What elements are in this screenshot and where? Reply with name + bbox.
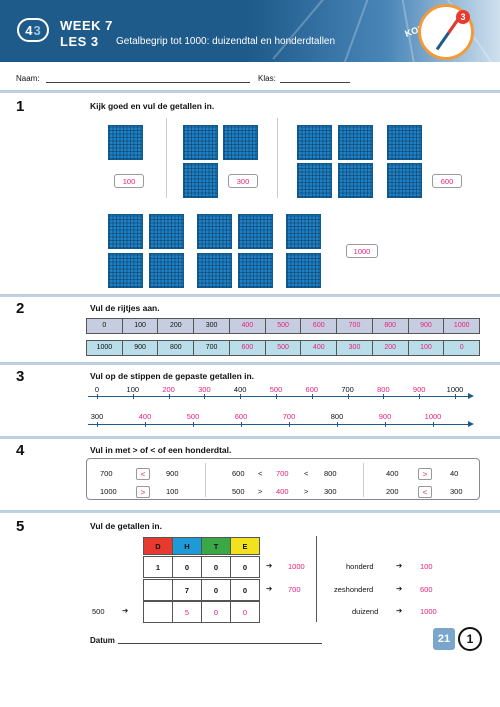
place-value-cell: 5 <box>172 601 202 623</box>
exercise-number: 2 <box>16 300 25 317</box>
number-line-label: 500 <box>186 412 200 421</box>
number-line-label: 400 <box>233 385 247 394</box>
word-answer: 100 <box>420 562 433 571</box>
answer-box: 600 <box>432 174 462 188</box>
date-label: Datum <box>90 636 115 645</box>
compare-value: 300 <box>324 487 337 496</box>
number-word: zeshonderd <box>334 585 374 594</box>
hundred-block <box>183 163 218 198</box>
hundred-block <box>387 125 422 160</box>
logo-badge: 3 <box>456 10 470 24</box>
page-header <box>0 0 500 62</box>
sequence-cell: 700 <box>337 319 373 333</box>
hundred-block <box>286 253 321 288</box>
hundred-block <box>108 253 143 288</box>
number-line-tick <box>455 394 456 399</box>
place-value-cell: 0 <box>230 579 260 601</box>
hundred-block <box>286 214 321 249</box>
place-value-cell: 0 <box>230 601 260 623</box>
number-line-label: 1000 <box>424 412 442 421</box>
sequence-cell: 0 <box>444 341 479 355</box>
sequence-cell: 200 <box>158 319 194 333</box>
section-divider <box>0 294 500 297</box>
lesson-topic: Getalbegrip tot 1000: duizendtal en honderdtallen <box>116 36 336 47</box>
exercise-number: 1 <box>16 98 25 115</box>
arrow-right-icon: ➔ <box>122 606 129 615</box>
compare-answer: 700 <box>276 469 289 478</box>
sequence-cell: 800 <box>373 319 409 333</box>
compare-sign: < <box>258 469 263 478</box>
result-number: 700 <box>288 585 301 594</box>
hundred-block <box>149 214 184 249</box>
week-badge <box>17 18 49 42</box>
number-line-label: 600 <box>234 412 248 421</box>
sequence-row-down <box>86 340 480 356</box>
number-line-label: 800 <box>330 412 344 421</box>
compare-sign: > <box>258 487 263 496</box>
sequence-row-up <box>86 318 480 334</box>
place-value-cell: 0 <box>201 556 231 578</box>
date-field[interactable] <box>118 643 322 644</box>
place-value-header: E <box>230 537 260 555</box>
hundred-block <box>197 214 232 249</box>
hundred-block <box>108 125 143 160</box>
week-badge-number: 4 <box>25 22 33 38</box>
compare-sign: > <box>304 487 309 496</box>
sequence-cell: 1000 <box>444 319 479 333</box>
section-divider <box>0 90 500 93</box>
number-line-tick <box>240 394 241 399</box>
number-line-label: 600 <box>305 385 319 394</box>
arrow-right-icon: ➔ <box>266 584 273 593</box>
result-number: 1000 <box>288 562 305 571</box>
hundred-block <box>297 125 332 160</box>
name-label: Naam: <box>16 74 40 83</box>
sequence-cell: 100 <box>409 341 445 355</box>
sequence-cell: 900 <box>123 341 159 355</box>
exercise-number: 3 <box>16 368 25 385</box>
number-word: duizend <box>352 607 379 616</box>
answer-box: 300 <box>228 174 258 188</box>
arrow-right-icon: ➔ <box>396 561 403 570</box>
compare-value: 40 <box>450 469 459 478</box>
sequence-cell: 500 <box>266 319 302 333</box>
hundred-block <box>149 253 184 288</box>
number-line-label: 900 <box>412 385 426 394</box>
number-line-label: 0 <box>94 385 100 394</box>
exercise-instruction: Vul de rijtjes aan. <box>90 303 160 313</box>
number-line-label: 100 <box>126 385 140 394</box>
number-line-label: 800 <box>377 385 390 394</box>
compare-value: 700 <box>100 469 113 478</box>
compare-value: 500 <box>232 487 245 496</box>
place-value-header: T <box>201 537 231 555</box>
number-line-label: 200 <box>162 385 175 394</box>
hundred-block <box>338 125 373 160</box>
sequence-cell: 700 <box>194 341 230 355</box>
week-label: WEEK 7 <box>60 18 113 33</box>
place-value-cell: 0 <box>201 579 231 601</box>
sequence-cell: 1000 <box>87 341 123 355</box>
number-line-label: 900 <box>378 412 392 421</box>
number-line-tick <box>97 422 98 427</box>
place-value-header: D <box>143 537 173 555</box>
number-line-label: 1000 <box>446 385 464 394</box>
number-word: honderd <box>346 562 374 571</box>
number-line-tick <box>385 422 386 427</box>
compare-sign: < <box>304 469 309 478</box>
compare-value: 800 <box>324 469 337 478</box>
hundred-block <box>387 163 422 198</box>
class-label: Klas: <box>258 74 276 83</box>
number-line-tick <box>204 394 205 399</box>
number-line-label: 500 <box>269 385 283 394</box>
section-divider <box>0 436 500 439</box>
hundred-block <box>197 253 232 288</box>
word-answer: 1000 <box>420 607 437 616</box>
place-value-cell: 1 <box>143 556 173 578</box>
word-answer: 600 <box>420 585 433 594</box>
column-separator <box>363 463 364 497</box>
number-line-label: 300 <box>198 385 211 394</box>
hundred-block <box>223 125 258 160</box>
sequence-cell: 400 <box>230 319 266 333</box>
place-value-cell: 0 <box>172 556 202 578</box>
hundred-block <box>338 163 373 198</box>
exercise-number: 4 <box>16 442 25 459</box>
compare-value: 600 <box>232 469 245 478</box>
column-separator <box>277 118 278 198</box>
place-value-cell <box>143 579 173 601</box>
number-line-label: 300 <box>90 412 104 421</box>
section-divider <box>0 510 500 513</box>
number-line-tick <box>312 394 313 399</box>
number-line-axis <box>88 396 468 397</box>
compare-value: 900 <box>166 469 179 478</box>
hundred-block <box>238 253 273 288</box>
exercise-number: 5 <box>16 518 25 535</box>
sequence-cell: 400 <box>301 341 337 355</box>
number-line-label: 400 <box>138 412 152 421</box>
number-line-tick <box>433 422 434 427</box>
number-line-tick <box>193 422 194 427</box>
number-line-tick <box>241 422 242 427</box>
arrow-right-icon: ➔ <box>396 584 403 593</box>
compare-value: 200 <box>386 487 399 496</box>
number-line-tick <box>276 394 277 399</box>
sequence-cell: 600 <box>230 341 266 355</box>
exercise-instruction: Vul de getallen in. <box>90 521 162 531</box>
compare-value: 400 <box>386 469 399 478</box>
sequence-cell: 600 <box>301 319 337 333</box>
compare-value: 1000 <box>100 487 117 496</box>
compare-sign: > <box>136 486 150 498</box>
arrow-right-icon <box>468 421 474 427</box>
place-value-cell: 7 <box>172 579 202 601</box>
section-divider <box>0 362 500 365</box>
number-line-tick <box>289 422 290 427</box>
exercise-instruction: Vul op de stippen de gepaste getallen in. <box>90 371 255 381</box>
sequence-cell: 100 <box>123 319 159 333</box>
compare-sign: < <box>418 486 432 498</box>
hundred-block <box>183 125 218 160</box>
number-line-tick <box>145 422 146 427</box>
hundred-block <box>297 163 332 198</box>
place-value-header: H <box>172 537 202 555</box>
column-separator <box>166 118 167 198</box>
hundred-block <box>108 214 143 249</box>
sequence-cell: 200 <box>373 341 409 355</box>
week-badge-shadow: 3 <box>33 22 41 38</box>
exercise-instruction: Kijk goed en vul de getallen in. <box>90 101 215 111</box>
number-line-tick <box>383 394 384 399</box>
compare-value: 300 <box>450 487 463 496</box>
class-field[interactable] <box>280 82 350 83</box>
sequence-cell: 900 <box>409 319 445 333</box>
compare-value: 100 <box>166 487 179 496</box>
sequence-cell: 300 <box>194 319 230 333</box>
place-value-cell: 0 <box>201 601 231 623</box>
arrow-right-icon: ➔ <box>266 561 273 570</box>
number-line-tick <box>419 394 420 399</box>
answer-box: 100 <box>114 174 144 188</box>
arrow-right-icon: ➔ <box>396 606 403 615</box>
prefix-number: 500 <box>92 607 105 616</box>
exercise-instruction: Vul in met > of < of een honderdtal. <box>90 445 232 455</box>
sequence-cell: 800 <box>158 341 194 355</box>
compare-sign: > <box>418 468 432 480</box>
place-value-cell: 0 <box>230 556 260 578</box>
sequence-cell: 0 <box>87 319 123 333</box>
number-line-tick <box>348 394 349 399</box>
compare-sign: < <box>136 468 150 480</box>
column-separator <box>316 536 317 622</box>
lesson-label: LES 3 <box>60 34 99 49</box>
place-value-cell <box>143 601 173 623</box>
sequence-cell: 300 <box>337 341 373 355</box>
number-line-label: 700 <box>282 412 296 421</box>
number-line-tick <box>133 394 134 399</box>
page-subnumber: 1 <box>458 627 482 651</box>
column-separator <box>205 463 206 497</box>
number-line-tick <box>97 394 98 399</box>
name-field[interactable] <box>46 82 250 83</box>
number-line-label: 700 <box>341 385 354 394</box>
number-line-tick <box>337 422 338 427</box>
sequence-cell: 500 <box>266 341 302 355</box>
compare-answer: 400 <box>276 487 289 496</box>
number-line-tick <box>169 394 170 399</box>
answer-box: 1000 <box>346 244 378 258</box>
page-number: 21 <box>433 628 455 650</box>
hundred-block <box>238 214 273 249</box>
